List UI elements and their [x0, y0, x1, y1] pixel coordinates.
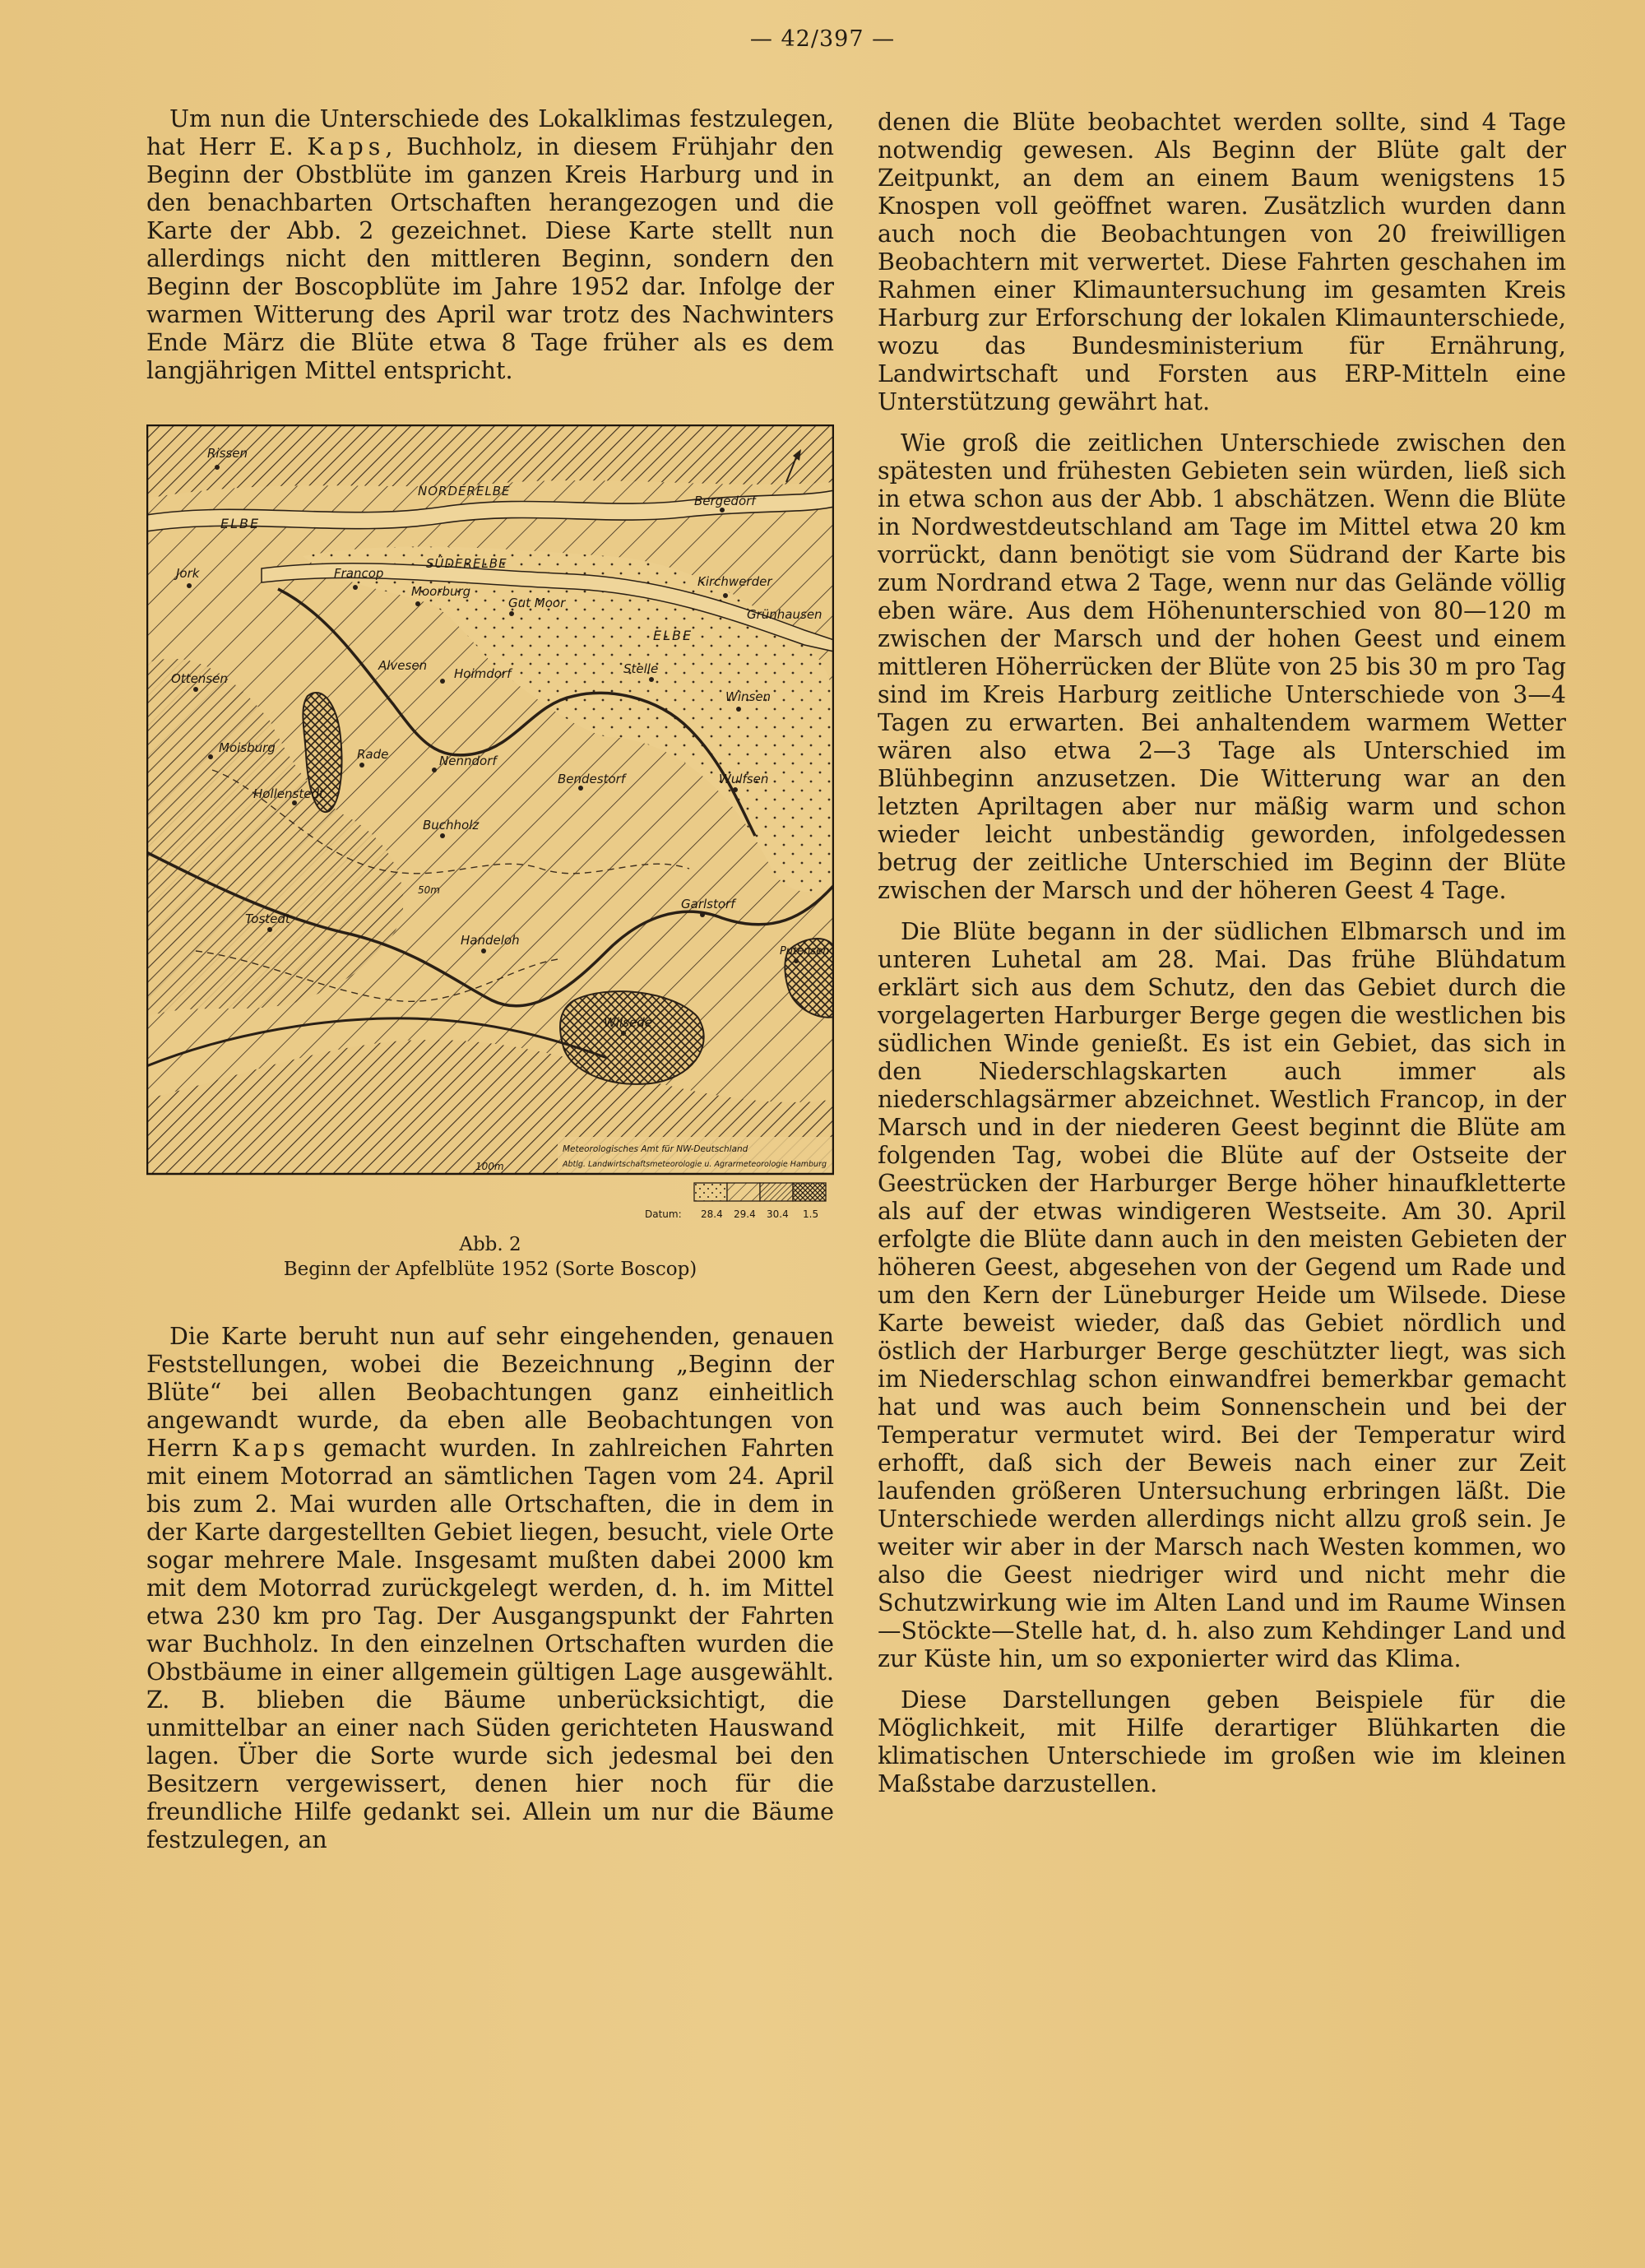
label-bergedorf: Bergedorf: [694, 494, 756, 508]
label-buchholz: Buchholz: [423, 818, 480, 833]
legend-date-2: 29.4: [734, 1208, 756, 1220]
label-winsen: Winsen: [725, 689, 772, 704]
label-gruenhausen: Grünhausen: [747, 607, 822, 622]
author-name-2: Kaps: [231, 1435, 310, 1462]
bloom-map: [146, 424, 834, 1178]
label-garlstorf: Garlstorf: [681, 897, 735, 911]
label-rissen: Rissen: [207, 446, 248, 461]
left-paragraph-2: Die Karte beruht nun auf sehr eingehenden, genauen Feststellungen, wobei die Bezeichnung „Beginn der Blüte“ bei allen Beobachtungen ganz einheitlich angewandt wurde, da eben alle Beobachtungen von Herrn Kaps gemacht wurden. In zahlreichen Fahrten mit einem Motorrad an sämtlichen Tagen vom 24. April bis zum 2. Mai wurden alle Ortschaften, die in dem in der Karte dargestellten Gebiet liegen, besucht, viele Orte sogar mehrere Male. Insgesamt mußten dabei 2000 km mit dem Motorrad zurückgelegt werden, d. h. im Mittel etwa 230 km pro Tag. Der Ausgangspunkt der Fahrten war Buchholz. In den einzelnen Ortschaften wurden die Obstbäume in einer allgemein gültigen Lage ausgewählt. Z. B. blieben die Bäume unberücksichtigt, die unmittelbar an einer nach Süden gerichteten Hauswand lagen. Über die Sorte wurde sich jedesmal bei den Besitzern vergewissert, denen hier noch für die freundliche Hilfe gedankt sei. Allein um nur die Bäume festzulegen, an: [146, 1323, 834, 1853]
figure-caption: Beginn der Apfelblüte 1952 (Sorte Boscop): [283, 1259, 697, 1280]
legend-date-3: 30.4: [767, 1208, 789, 1220]
author-name: Kaps: [307, 133, 386, 160]
right-paragraph-4: Diese Darstellungen geben Beispiele für die Möglichkeit, mit Hilfe derartiger Blühkarten die klimatischen Unterschiede im großen wie im kleinen Maßstabe darzustellen.: [878, 1686, 1566, 1797]
label-jork: Jork: [176, 566, 200, 581]
label-nenndorf: Nenndorf: [439, 754, 497, 768]
page-number: — 42/397 —: [749, 26, 896, 52]
label-contour-50m: 50m: [418, 884, 440, 896]
map-legend: [146, 1178, 834, 1224]
right-paragraph-1: denen die Blüte beobachtet werden sollte, sind 4 Tage notwendig gewesen. Als Beginn der Blüte galt der Zeitpunkt, an dem an einem Baum wenigstens 15 Knospen voll geöffnet waren. Zusätzlich wurden dann auch noch die Beobachtungen von 20 freiwilligen Beobachtern mit verwertet. Diese Fahrten geschahen im Rahmen einer Klimauntersuchung im gesamten Kreis Harburg zur Erforschung der lokalen Klimaunterschiede, wozu das Bundesministerium für Ernährung, Landwirtschaft und Forsten aus ERP-Mitteln eine Unterstützung gewährt hat.: [878, 109, 1566, 415]
label-moisburg: Moisburg: [219, 740, 276, 755]
legend-swatch-1-5: [793, 1183, 826, 1201]
label-stelle: Stelle: [623, 661, 659, 676]
label-moorburg: Moorburg: [411, 584, 471, 599]
right-paragraph-2: Wie groß die zeitlichen Unterschiede zwischen den spätesten und frühesten Gebieten sein würden, ließ sich in etwa schon aus der Abb. 1 abschätzen. Wenn die Blüte in Nordwestdeutschland am Tage im Mittel etwa 20 km vorrückt, dann benötigt sie vom Südrand der Karte bis zum Nordrand etwa 2 Tage, wenn nur das Gelände völlig eben wäre. Aus dem Höhenunterschied von 80—120 m zwischen der Marsch und der hohen Geest und einem mittleren Höherrücken der Blüte von 25 bis 30 m pro Tag sind im Kreis Harburg zeitliche Unterschiede von 3—4 Tagen zu erwarten. Bei anhaltendem warmem Wetter wären also etwa 2—3 Tage als Unterschied im Blühbeginn anzusetzen. Die Witterung war an den letzten Apriltagen aber nur mäßig warm und schon wieder leicht unbeständig geworden, infolgedessen betrug der zeitliche Unterschied im Beginn der Blüte zwischen der Marsch und der höheren Geest 4 Tage.: [878, 429, 1566, 904]
right-paragraph-3: Die Blüte begann in der südlichen Elbmarsch und im unteren Luhetal am 28. Mai. Das frühe Blühdatum erklärt sich aus dem Schutz, den das Gebiet durch die vorgelagerten Harburger Berge gegen die westlichen bis südlichen Winde genießt. Es ist ein Gebiet, das sich in den Niederschlagskarten auch immer als niederschlagsärmer abzeichnet. Westlich Francop, in der Marsch und in der niederen Geest beginnt die Blüte am folgenden Tag, wobei die Blüte auf der Ostseite der Geestrücken der Harburger Berge höher hinaufkletterte als auf der etwas windigeren Westseite. Am 30. April erfolgte die Blüte dann auch in den meisten Gebieten der höheren Geest, abgesehen von der Gegend um Rade und um den Kern der Lüneburger Heide um Wilsede. Diese Karte beweist wieder, daß das Gebiet nördlich und östlich der Harburger Berge geschützter liegt, was sich im Niederschlag schon einwandfrei bemerkbar gemacht hat und was auch beim Sonnenschein und bei der Temperatur vermutet wird. Bei der Temperatur wird erhofft, daß sich der Beweis nach einer zur Zeit laufenden größeren Untersuchung erbringen läßt. Die Unterschiede werden allerdings nicht allzu groß sein. Je weiter wir aber in der Marsch nach Westen kommen, wo also die Geest niedriger wird und nicht mehr die Schutzwirkung wie im Alten Land und im Raume Winsen—Stöckte—Stelle hat, d. h. also zum Kehdinger Land und zur Küste hin, um so exponierter wird das Klima.: [878, 918, 1566, 1672]
label-tostedt: Tostedt: [245, 911, 290, 926]
legend-date-4: 1.5: [803, 1208, 819, 1220]
label-wulfsen: Wulfsen: [719, 772, 769, 786]
label-elbe-east: ELBE: [653, 628, 693, 643]
label-putensen: Putensen: [780, 945, 830, 958]
label-rade: Rade: [357, 747, 389, 762]
label-elbe-west: ELBE: [220, 516, 261, 531]
bloom-map-svg: [146, 424, 834, 1178]
label-bendestorf: Bendestorf: [558, 772, 626, 786]
credit-line-2: Abtlg. Landwirtschaftsmeteorologie u. Agrarmeteorologie Hamburg: [563, 1160, 827, 1169]
label-kirchwerder: Kirchwerder: [697, 574, 772, 589]
zone-wilsede-1-5: [560, 991, 704, 1084]
label-gut-moor: Gut Moor: [508, 596, 566, 610]
left-paragraph-1: Um nun die Unterschiede des Lokalklimas festzulegen, hat Herr E. Kaps, Buchholz, in diesem Frühjahr den Beginn der Obstblüte im ganzen Kreis Harburg und in den benachbarten Ortschaften herangezogen und die Karte der Abb. 2 gezeichnet. Diese Karte stellt nun allerdings nicht den mittleren Beginn, sondern den Beginn der Boscopblüte im Jahre 1952 dar. Infolge der warmen Witterung des April war trotz des Nachwinters Ende März die Blüte etwa 8 Tage früher als es dem langjährigen Mittel entspricht.: [146, 105, 834, 384]
credit-line-1: Meteorologisches Amt für NW-Deutschland: [563, 1144, 748, 1154]
right-column: [878, 109, 1566, 1811]
figure-map: [146, 424, 834, 1282]
label-alvesen: Alvesen: [378, 658, 428, 673]
label-hoimdorf: Hoimdorf: [454, 666, 512, 681]
label-suederelbe: SÜDERELBE: [426, 556, 507, 571]
legend-prefix: Datum:: [645, 1208, 682, 1220]
label-francop: Francop: [334, 566, 384, 581]
label-ottensen: Ottensen: [171, 671, 228, 686]
label-hollenstedt: Hollenstedt: [253, 786, 324, 801]
legend-swatch-30-4: [760, 1183, 793, 1201]
label-norderelbe: NORDERELBE: [418, 484, 511, 499]
figure-label: Abb. 2: [459, 1234, 521, 1255]
label-wilsede: Wilsede: [604, 1015, 652, 1030]
legend-swatch-29-4: [727, 1183, 760, 1201]
label-contour-100m: 100m: [475, 1161, 504, 1172]
left-column: [146, 105, 834, 1867]
label-handeloh: Handeloh: [461, 933, 520, 948]
legend-date-1: 28.4: [701, 1208, 723, 1220]
legend-swatch-28-4: [694, 1183, 727, 1201]
credit-box: [558, 1137, 832, 1176]
